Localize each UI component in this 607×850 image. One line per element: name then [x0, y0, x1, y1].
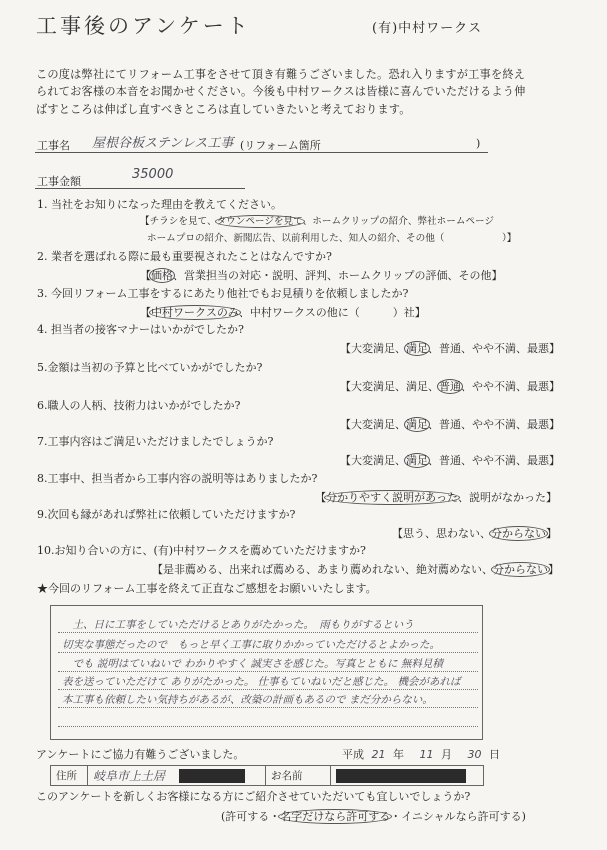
question-options: [152, 561, 559, 577]
question-text: 5.金額は当初の予算と比べていかがでしたか?: [37, 361, 263, 374]
question-options: [140, 267, 503, 283]
question-text: 7.工事内容はご満足いただけましたでしょうか?: [37, 435, 274, 448]
comment-line: でも 説明はていねいで わかりやすく 誠実さを感じた。写真とともに 無料見積: [62, 658, 443, 670]
intro-line: この度は弊社にてリフォーム工事をさせて頂き有難うございました。恐れ入りますが工事を終え: [36, 68, 526, 81]
selected-option[interactable]: タウンページを見て: [216, 216, 303, 227]
option-text: 、ホームクリップの紹介、弊社ホームページ: [302, 216, 495, 227]
intro-line: ばすところは伸ばし直すべきところは直していきたいと考えております。: [36, 103, 411, 116]
option-text: 【是非薦める、出来れば薦める、あまり薦めれない、絶対薦めない、: [152, 563, 493, 576]
question-text: 8.工事中、担当者から工事内容の説明等はありましたか?: [37, 472, 318, 485]
question-options: [340, 340, 560, 356]
selected-option[interactable]: 満足: [406, 418, 428, 431]
comment-line: 表を送っていただけて ありがたかった。 仕事もていねいだと感じた。 機会があれば: [62, 676, 461, 688]
selected-option[interactable]: 中村ワークスのみ: [151, 306, 239, 319]
option-text: 【チラシを見て、: [140, 216, 217, 227]
work-amount-value[interactable]: 35000: [132, 167, 174, 182]
option-text: 、普通、やや不満、最悪】: [428, 342, 560, 355]
question-text: 9.次回も縁があれば弊社に依頼していただけますか?: [37, 508, 296, 521]
comment-prompt: ★今回のリフォーム工事を終えて正直なご感想をお願いいたします。: [37, 582, 377, 595]
selected-option[interactable]: 満足: [406, 454, 428, 467]
option-text: 】: [546, 527, 557, 540]
date-day[interactable]: 30: [467, 748, 482, 761]
date-era: 平成: [342, 748, 364, 761]
date-day-label: 日: [489, 748, 500, 761]
work-name-value[interactable]: 屋根谷板ステンレス工事: [92, 136, 234, 151]
work-name-label: 工事名: [37, 139, 70, 152]
question-text: 6.職人の人柄、技術力はいかがでしたか?: [37, 399, 241, 412]
option-text: 【: [140, 306, 151, 319]
selected-option[interactable]: 分からない: [493, 563, 548, 576]
comment-line: 切実な事態だったので もっと早く工事に取りかかっていただけるとよかった。: [62, 639, 440, 651]
location-label: (リフォーム箇所: [240, 139, 321, 152]
question-options: [315, 489, 557, 505]
question-options: [147, 230, 516, 244]
question-text: 1. 当社をお知りになった理由を教えてください。: [37, 198, 282, 211]
option-text: 、説明がなかった】: [458, 491, 557, 504]
question-options: [140, 304, 426, 320]
underline: [35, 152, 488, 153]
comment-line: 本工事も依頼したい気持ちがあるが、改築の計画もあるので まだ分からない。: [62, 694, 433, 706]
selected-option[interactable]: 名字だけなら許可する: [280, 810, 391, 823]
question-options: [340, 378, 560, 394]
option-text: 、普通、やや不満、最悪】: [428, 418, 560, 431]
name-field[interactable]: [331, 766, 483, 785]
selected-option[interactable]: 分からない: [491, 527, 546, 540]
underline: [35, 188, 245, 189]
question-text: 3. 今回リフォーム工事をするにあたり他社でもお見積りを依頼しましたか?: [37, 287, 409, 300]
option-text: 、営業担当の対応・説明、評判、ホームクリップの評価、その他】: [173, 269, 503, 282]
option-text: 【: [140, 269, 151, 282]
redacted-block: [336, 769, 466, 783]
address-field[interactable]: [88, 766, 266, 785]
intro-line: られてお客様の本音をお聞かせください。今後も中村ワークスは皆様に喜んでいただけるよう伸: [36, 85, 526, 98]
option-text: 【大変満足、満足、: [340, 380, 439, 393]
question-text: 10.お知り合いの方に、(有)中村ワークスを薦めていただけますか?: [37, 544, 366, 557]
thanks-text: アンケートにご協力有難うございました。: [36, 748, 245, 761]
date-month-label: 月: [441, 748, 452, 761]
option-text: 、中村ワークスの他に（ ）社】: [238, 306, 426, 319]
work-amount-label: 工事金額: [37, 175, 81, 188]
info-table: [50, 765, 484, 786]
name-label: お名前: [266, 766, 331, 785]
location-close: ): [476, 137, 481, 150]
company-name: (有)中村ワークス: [372, 21, 483, 36]
option-text: (許可する・: [221, 810, 281, 823]
question-options: [340, 416, 560, 432]
option-text: 、やや不満、最悪】: [461, 380, 560, 393]
option-text: ・イニシャルなら許可する): [390, 810, 526, 823]
option-text: 】: [548, 563, 559, 576]
option-text: 【大変満足、: [340, 454, 406, 467]
dotted-line: [58, 652, 478, 653]
dotted-line: [58, 726, 478, 727]
dotted-line: [58, 707, 478, 708]
option-text: 【大変満足、: [340, 342, 406, 355]
date-year[interactable]: 21: [371, 748, 386, 761]
question-text: 2. 業者を選ばれる際に最も重要視されたことはなんですか?: [37, 250, 332, 263]
redacted-block: [179, 769, 245, 783]
question-options: [340, 452, 560, 468]
dotted-line: [58, 689, 478, 690]
option-text: 、普通、やや不満、最悪】: [428, 454, 560, 467]
date-year-label: 年: [393, 748, 404, 761]
option-text: 【思う、思わない、: [392, 527, 491, 540]
dotted-line: [58, 632, 478, 633]
page-title: 工事後のアンケート: [36, 14, 251, 38]
option-text: 【大変満足、: [340, 418, 406, 431]
date: [342, 746, 500, 762]
question-options: [140, 213, 494, 227]
selected-option[interactable]: 普通: [439, 380, 461, 393]
option-text: 【: [315, 491, 327, 504]
dotted-line: [58, 671, 478, 672]
address-label: 住所: [51, 766, 88, 785]
comment-line: 土、日に工事をしていただけるとありがたかった。 雨もりがするという: [62, 619, 414, 631]
selected-option[interactable]: 満足: [406, 342, 428, 355]
selected-option[interactable]: 価格: [151, 269, 173, 282]
question-options: [392, 525, 557, 541]
permission-options: [221, 808, 526, 824]
selected-option[interactable]: 分かりやすく説明があった: [326, 491, 458, 504]
date-month[interactable]: 11: [419, 748, 434, 761]
address-value: 岐阜市上土居: [93, 769, 166, 783]
question-text: 4. 担当者の接客マナーはいかがでしたか?: [37, 323, 244, 336]
permission-question: このアンケートを新しくお客様になる方にご紹介させていただいても宜しいでしょうか?: [36, 790, 471, 803]
option-text: ホームプロの紹介、新聞広告、以前利用した、知人の紹介、その他（ ）】: [147, 233, 517, 244]
